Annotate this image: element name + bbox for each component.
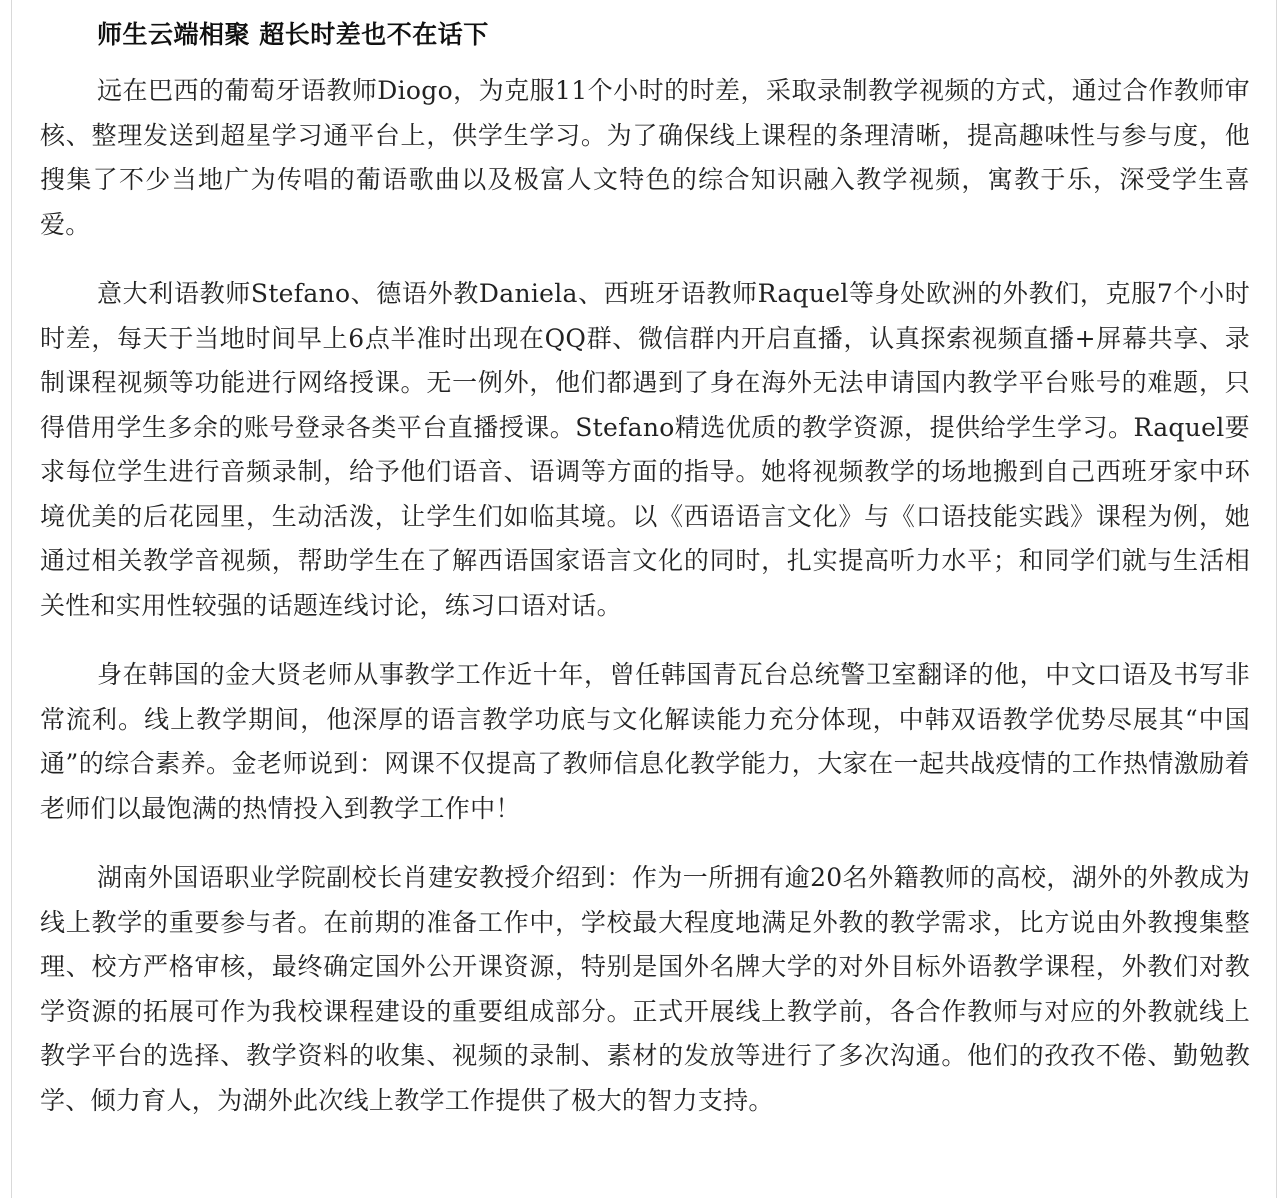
paragraph-korea-teacher: 身在韩国的金大贤老师从事教学工作近十年，曾任韩国青瓦台总统警卫室翻译的他，中文口语及书写非常流利。线上教学期间，他深厚的语言教学功底与文化解读能力充分体现，中韩双语教学优势尽展其“中国通”的综合素养。金老师说到：网课不仅提高了教师信息化教学能力，大家在一起共战疫情的工作热情激励着老师们以最饱满的热情投入到教学工作中！ [40, 660, 1250, 823]
paragraph-brazil-teacher: 远在巴西的葡萄牙语教师Diogo，为克服11个小时的时差，采取录制教学视频的方式，通过合作教师审核、整理发送到超星学习通平台上，供学生学习。为了确保线上课程的条理清晰，提高趣味性与参与度，他搜集了不少当地广为传唱的葡语歌曲以及极富人文特色的综合知识融入教学视频，寓教于乐，深受学生喜爱。 [40, 76, 1250, 239]
section-heading: 师生云端相聚 超长时差也不在话下 [97, 20, 489, 49]
paragraph-vice-president: 湖南外国语职业学院副校长肖建安教授介绍到：作为一所拥有逾20名外籍教师的高校，湖外的外教成为线上教学的重要参与者。在前期的准备工作中，学校最大程度地满足外教的教学需求，比方说由外教搜集整理、校方严格审核，最终确定国外公开课资源，特别是国外名牌大学的对外目标外语教学课程，外教们对教学资源的拓展可作为我校课程建设的重要组成部分。正式开展线上教学前，各合作教师与对应的外教就线上教学平台的选择、教学资料的收集、视频的录制、素材的发放等进行了多次沟通。他们的孜孜不倦、勤勉教学、倾力育人，为湖外此次线上教学工作提供了极大的智力支持。 [40, 863, 1250, 1115]
paragraph-europe-teachers: 意大利语教师Stefano、德语外教Daniela、西班牙语教师Raquel等身处欧洲的外教们，克服7个小时时差，每天于当地时间早上6点半准时出现在QQ群、微信群内开启直播，认真探索视频直播+屏幕共享、录制课程视频等功能进行网络授课。无一例外，他们都遇到了身在海外无法申请国内教学平台账号的难题，只得借用学生多余的账号登录各类平台直播授课。Stefano精选优质的教学资源，提供给学生学习。Raquel要求每位学生进行音频录制，给予他们语音、语调等方面的指导。她将视频教学的场地搬到自己西班牙家中环境优美的后花园里，生动活泼，让学生们如临其境。以《西语语言文化》与《口语技能实践》课程为例，她通过相关教学音视频，帮助学生在了解西语国家语言文化的同时，扎实提高听力水平；和同学们就与生活相关性和实用性较强的话题连线讨论，练习口语对话。 [40, 279, 1250, 620]
article-body [40, 12, 1250, 1123]
